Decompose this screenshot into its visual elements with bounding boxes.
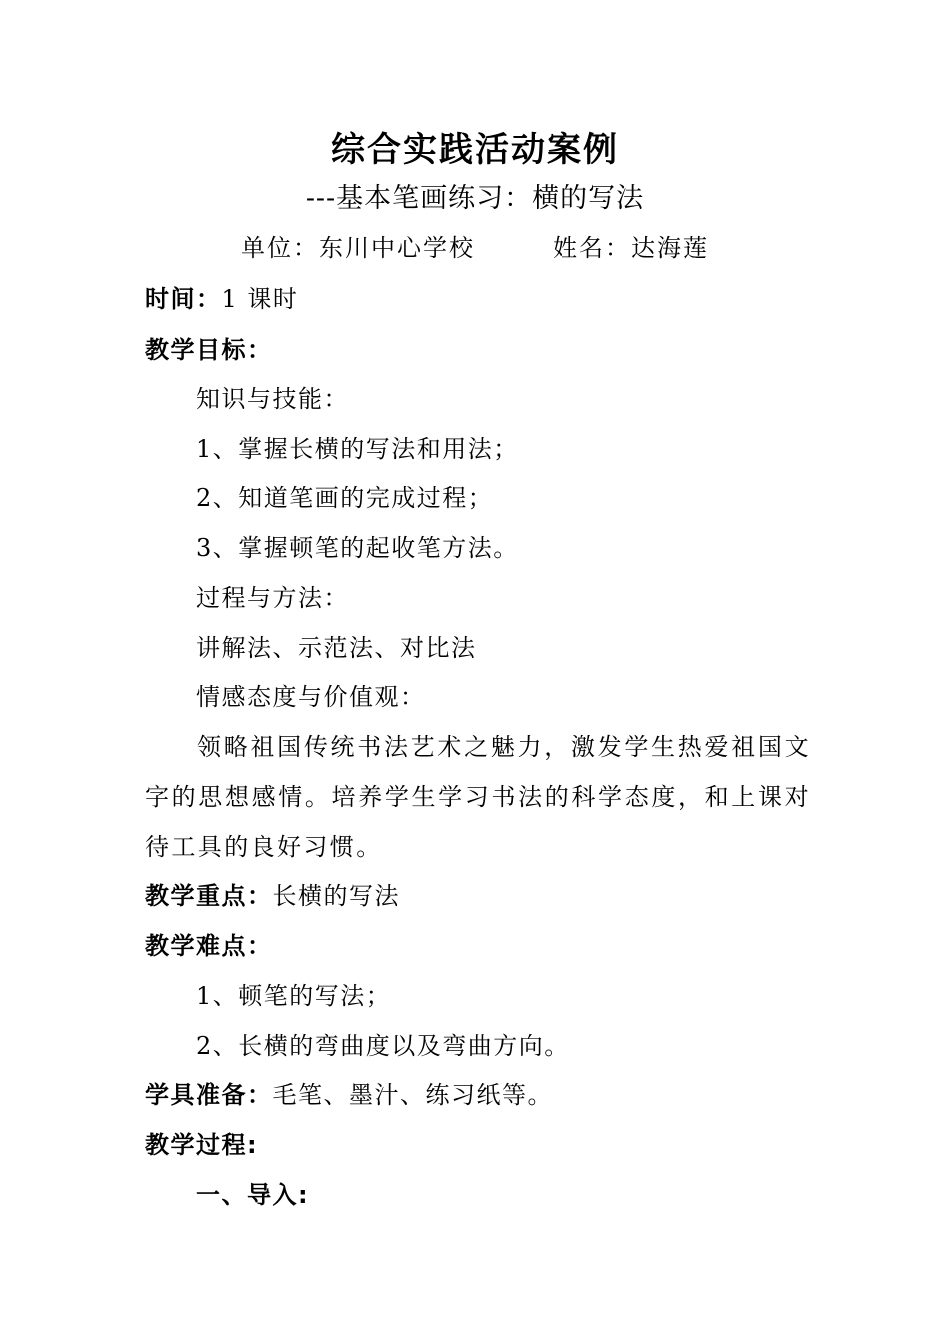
tools-label: 学具准备： [145,1081,273,1109]
knowledge-item-2: 2、知道笔画的完成过程； [196,484,494,512]
process-heading: 过程与方法： [196,584,349,612]
key-point-line [145,881,400,911]
unit-label: 单位：东川中心学校 [241,234,475,262]
knowledge-heading: 知识与技能： [196,385,349,413]
time-value: 1 课时 [221,285,299,313]
author-info [0,233,950,263]
process-section-heading: 教学过程: [145,1131,259,1159]
emotion-heading: 情感态度与价值观： [196,683,426,711]
time-line [145,284,298,314]
emotion-paragraph: 领略祖国传统书法艺术之魅力，激发学生热爱祖国文字的思想感情。培养学生学习书法的科学态度，和上课对待工具的良好习惯。 [145,733,811,861]
key-point-value: 长横的写法 [272,882,400,910]
time-label: 时间： [145,285,222,313]
tools-line [145,1080,553,1110]
knowledge-item-1: 1、掌握长横的写法和用法； [196,435,519,463]
document-title: 综合实践活动案例 [331,130,619,170]
objectives-heading: 教学目标： [145,336,273,364]
section-one-heading: 一、导入: [196,1181,310,1209]
document-subtitle: ---基本笔画练习：横的写法 [305,183,645,214]
difficulty-item-2: 2、长横的弯曲度以及弯曲方向。 [196,1032,570,1060]
difficulty-heading: 教学难点： [145,932,273,960]
tools-value: 毛笔、墨汁、练习纸等。 [272,1081,553,1109]
process-methods: 讲解法、示范法、对比法 [196,634,477,662]
difficulty-item-1: 1、顿笔的写法； [196,982,392,1010]
key-point-label: 教学重点： [145,882,273,910]
knowledge-item-3: 3、掌握顿笔的起收笔方法。 [196,534,519,562]
name-label: 姓名：达海莲 [553,234,709,262]
